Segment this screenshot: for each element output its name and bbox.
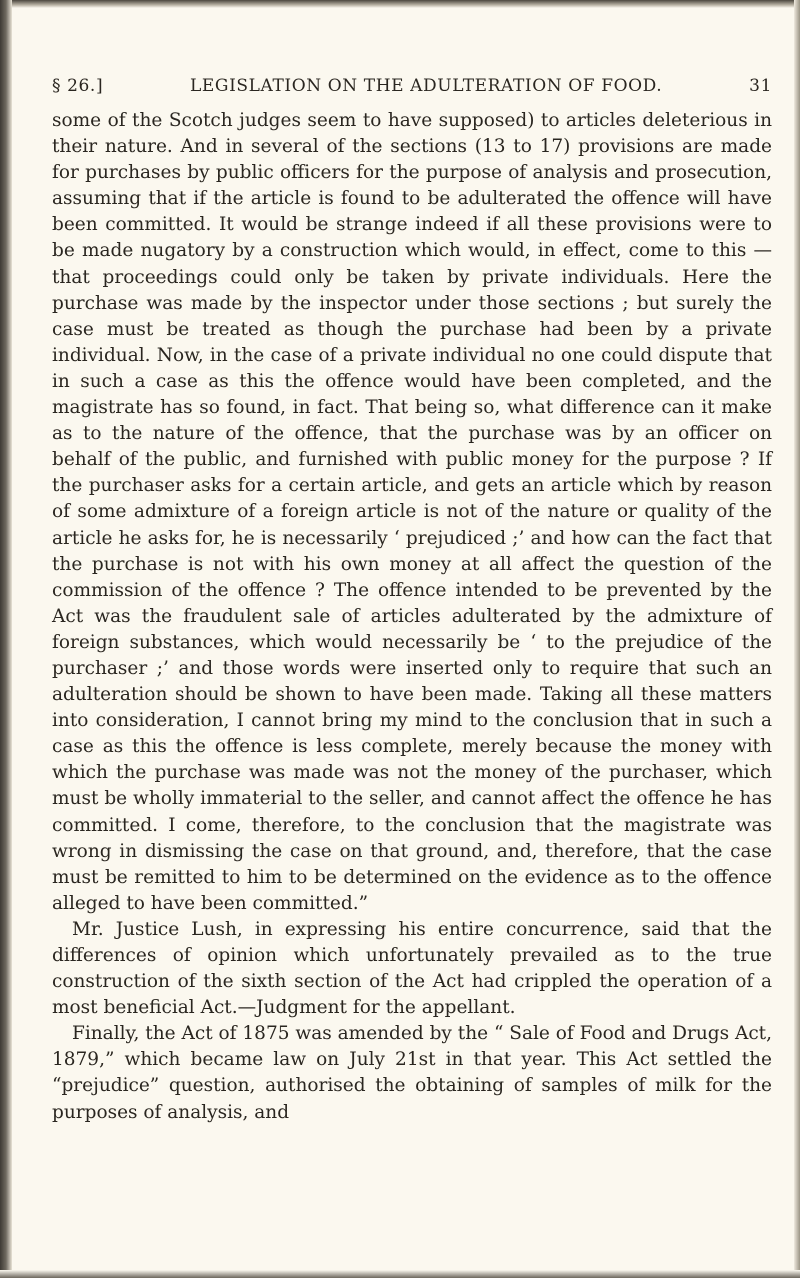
section-number: § 26.]	[52, 76, 104, 96]
scan-edge-right	[794, 0, 800, 1278]
scan-edge-bottom	[0, 1270, 800, 1278]
page-number: 31	[749, 76, 772, 96]
scan-edge-top	[0, 0, 800, 8]
book-page	[52, 76, 772, 1126]
running-title: LEGISLATION ON THE ADULTERATION OF FOOD.	[190, 76, 663, 96]
paragraph-continued: some of the Scotch judges seem to have supposed) to articles deleterious in their nature. And in several of the sections (13 to 17) provisions are made for purchases by public officers for the purpose of analysis and prosecution, assuming that if the article is found to be adulterated the offence will have been committed. It would be strange indeed if all these provisions were to be made nugatory by a construction which would, in effect, come to this — that proceedings could only be taken by private individuals. Here the purchase was made by the inspector under those sections ; but surely the case must be treated as though the purchase had been by a private individual. Now, in the case of a private individual no one could dispute that in such a case as this the offence would have been completed, and the magistrate has so found, in fact. That being so, what difference can it make as to the nature of the offence, that the purchase was by an officer on behalf of the public, and furnished with public money for the purpose ? If the purchaser asks for a certain article, and gets an article which by reason of some admixture of a foreign article is not of the nature or quality of the article he asks for, he is necessarily ‘ prejudiced ;’ and how can the fact that the purchase is not with his own money at all affect the question of the commission of the offence ? The offence intended to be prevented by the Act was the fraudulent sale of articles adulterated by the admixture of foreign substances, which would necessarily be ‘ to the prejudice of the purchaser ;’ and those words were inserted only to require that such an adulteration should be shown to have been made. Taking all these matters into consideration, I cannot bring my mind to the conclusion that in such a case as this the offence is less complete, merely because the money with which the purchase was made was not the money of the purchaser, which must be wholly immaterial to the seller, and cannot affect the offence he has committed. I come, therefore, to the conclusion that the magistrate was wrong in dismissing the case on that ground, and, therefore, that the case must be remitted to him to be determined on the evidence as to the offence alleged to have been committed.”	[52, 110, 772, 914]
running-head	[52, 76, 772, 96]
scan-edge-left	[0, 0, 12, 1278]
paragraph-lush: Mr. Justice Lush, in expressing his entire concurrence, said that the differences of opinion which unfortunately prevailed as to the true construction of the sixth section of the Act had crippled the operation of a most beneficial Act.—Judgment for the appellant.	[52, 918, 772, 1019]
paragraph-finally: Finally, the Act of 1875 was amended by the “ Sale of Food and Drugs Act, 1879,” which became law on July 21st in that year. This Act settled the “prejudice” question, authorised the obtaining of samples of milk for the purposes of analysis, and	[52, 1023, 772, 1123]
